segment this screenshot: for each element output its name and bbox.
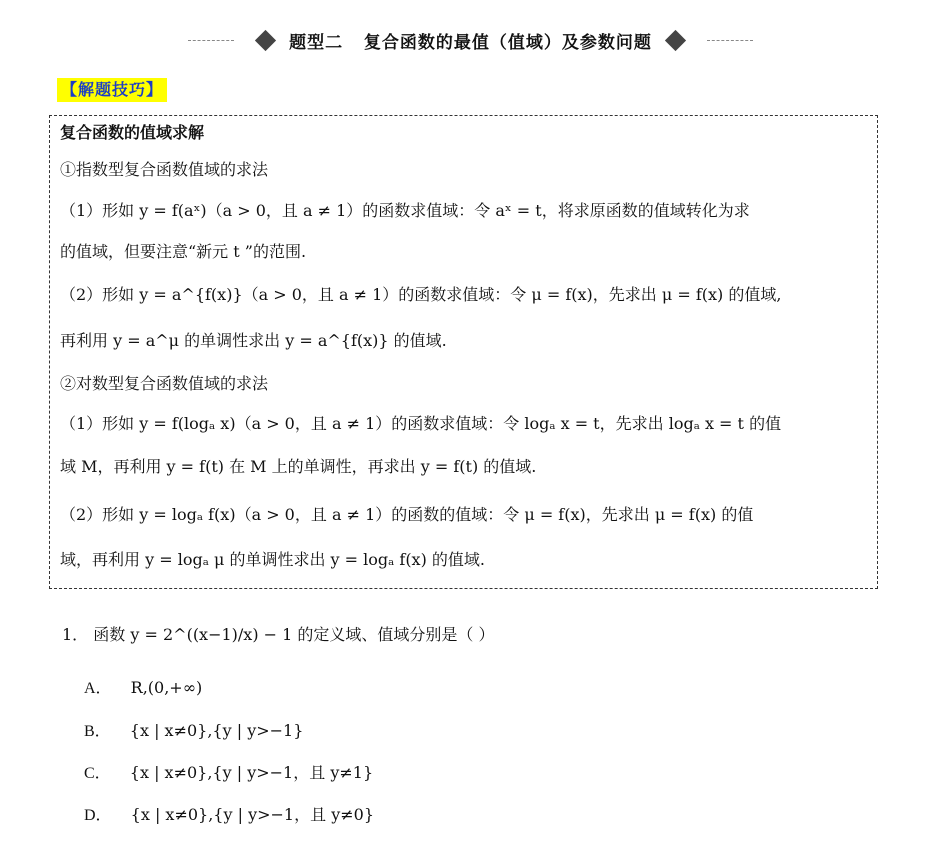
title-right-dashes — [707, 40, 753, 41]
option-d[interactable] — [84, 803, 374, 828]
option-text: R,(0,+∞) — [130, 678, 203, 697]
option-letter: B． — [84, 723, 111, 740]
box-line-3: （2）形如 y = a^{f(x)}（a > 0，且 a ≠ 1）的函数求值域：令 μ = f(x)，先求出 μ = f(x) 的值域, — [60, 285, 782, 304]
option-text: {x | x≠0},{y | y>−1，且 y≠1} — [129, 763, 374, 782]
box-line-0: ①指数型复合函数值域的求法 — [60, 160, 269, 179]
box-line-4: 再利用 y = a^μ 的单调性求出 y = a^{f(x)} 的值域. — [60, 331, 447, 350]
box-line-9: 域，再利用 y = logₐ μ 的单调性求出 y = logₐ f(x) 的值域. — [60, 550, 485, 569]
tips-box — [49, 115, 878, 589]
diamond-left-icon — [255, 29, 276, 50]
option-text: {x | x≠0},{y | y>−1，且 y≠0} — [130, 805, 375, 824]
box-line-2: 的值域，但要注意“新元 t ”的范围. — [60, 242, 307, 261]
box-line-7: 域 M，再利用 y = f(t) 在 M 上的单调性，再求出 y = f(t) 的值域. — [60, 457, 537, 476]
box-line-6: （1）形如 y = f(logₐ x)（a > 0，且 a ≠ 1）的函数求值域：令 logₐ x = t，先求出 logₐ x = t 的值 — [60, 414, 782, 433]
question-1 — [62, 622, 495, 648]
option-letter: C． — [84, 765, 111, 782]
diamond-right-icon — [665, 29, 686, 50]
tips-label: 【解题技巧】 — [57, 78, 167, 102]
option-a[interactable] — [84, 676, 202, 701]
section-title: 题型二 复合函数的最值（值域）及参数问题 — [289, 32, 652, 53]
option-b[interactable] — [84, 719, 303, 744]
box-line-8: （2）形如 y = logₐ f(x)（a > 0，且 a ≠ 1）的函数的值域：令 μ = f(x)，先求出 μ = f(x) 的值 — [60, 505, 754, 524]
option-letter: D． — [84, 807, 112, 824]
question-text: 函数 y = 2^((x−1)/x) − 1 的定义域、值域分别是（ ） — [93, 625, 495, 644]
option-c[interactable] — [84, 761, 373, 786]
box-line-1: （1）形如 y = f(aˣ)（a > 0，且 a ≠ 1）的函数求值域：令 aˣ = t，将求原函数的值域转化为求 — [60, 201, 750, 220]
question-number: 1． — [62, 625, 89, 644]
box-line-5: ②对数型复合函数值域的求法 — [60, 374, 269, 393]
option-letter: A． — [84, 680, 112, 697]
section-title-row — [0, 22, 941, 58]
option-text: {x | x≠0},{y | y>−1} — [129, 721, 304, 740]
box-heading: 复合函数的值域求解 — [60, 123, 205, 142]
title-left-dashes — [188, 40, 234, 41]
